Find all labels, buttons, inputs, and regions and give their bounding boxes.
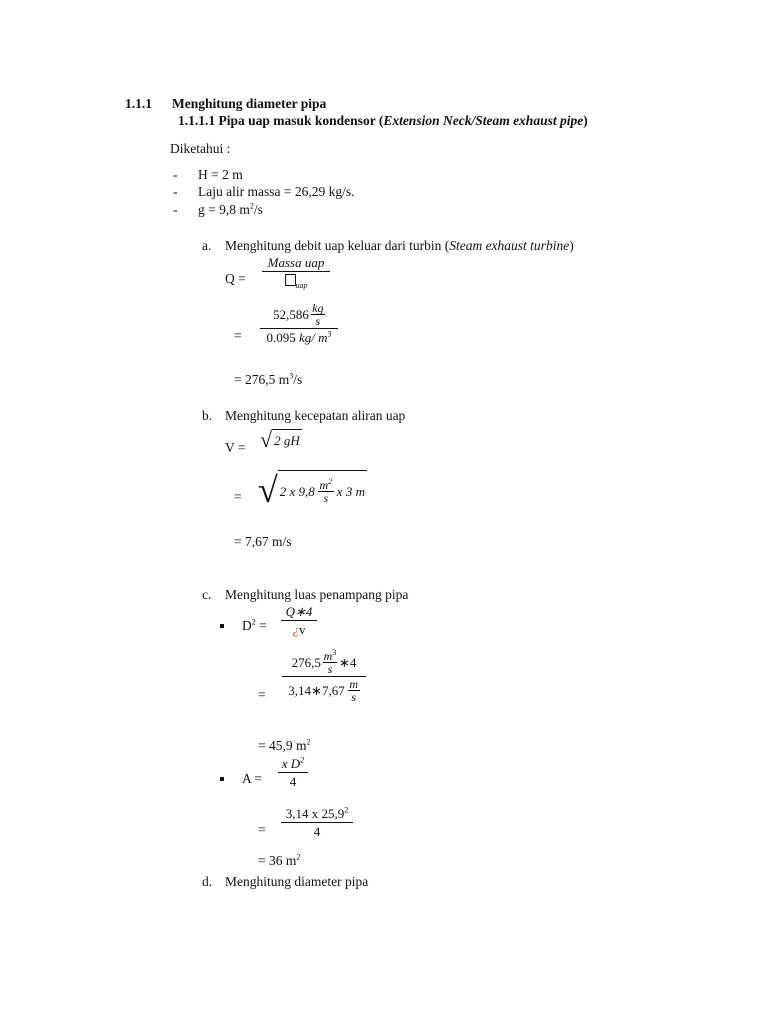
a-f2-den: 4	[313, 824, 321, 839]
v-root2-frac-sup: 2	[328, 477, 333, 486]
q-f2-num-unit	[311, 302, 325, 327]
q-f1-bar	[262, 271, 330, 272]
section-b-title: Menghitung kecepatan aliran uap	[225, 408, 406, 423]
known-dash-2: -	[173, 184, 178, 199]
a-lhs: A =	[242, 771, 262, 786]
q-result-sup: 3	[289, 371, 294, 381]
a-f2-bar	[281, 822, 353, 823]
section-d-marker: d.	[202, 874, 213, 889]
d2-f2-den-unit-s: s	[351, 690, 357, 704]
v-root2-frac-den: s	[323, 491, 329, 505]
a-result-text: = 36 m	[258, 853, 297, 868]
d2-f2-num-unit	[323, 650, 337, 675]
d2-f2-num-a: 276,5	[291, 655, 321, 670]
a-result	[258, 853, 300, 869]
d2-lhs-sup: 2	[251, 617, 256, 627]
subheading-italic: Extension Neck/Steam exhaust pipe	[383, 113, 584, 128]
q-result	[234, 372, 302, 388]
q-result-tail: /s	[293, 372, 303, 387]
d2-result	[258, 738, 311, 754]
a-f1-num-sup: 2	[300, 755, 305, 765]
d2-result-sup: 2	[306, 737, 311, 747]
known-dash-3: -	[173, 202, 178, 217]
q-f2-den	[266, 330, 331, 345]
a-fraction-2	[281, 806, 353, 839]
sqrt-icon: √	[260, 427, 273, 452]
d2-f1-den-b: v	[299, 622, 306, 637]
bullet-a	[220, 777, 224, 781]
a-fraction-1	[278, 756, 308, 789]
d2-f2-num-unit-m: m	[323, 649, 333, 663]
v-root2-a: 2 x 9,8	[279, 483, 315, 499]
d2-result-text: = 45,9 m	[258, 738, 307, 753]
subheading	[178, 113, 588, 129]
known-label: Diketahui :	[170, 141, 231, 156]
d2-f2-num-unit-s: s	[327, 662, 333, 676]
d2-f1-den-a: ¿	[292, 622, 299, 637]
q-fraction-2	[260, 302, 338, 345]
q-f2-num-value: 52,586	[273, 307, 309, 322]
a-f2-num	[286, 806, 349, 821]
d2-f1-bar	[281, 620, 317, 621]
d2-lhs	[242, 618, 267, 634]
subheading-number: 1.1.1.1	[178, 113, 216, 128]
d2-f2-den-a: 3,14∗7,67	[288, 683, 345, 698]
sqrt-icon: √	[258, 470, 278, 510]
section-d-title: Menghitung diameter pipa	[225, 874, 369, 889]
v-root2-b: x 3 m	[336, 483, 365, 499]
d2-lhs-eq: =	[255, 618, 267, 633]
v-result: = 7,67 m/s	[234, 534, 292, 549]
v-root-1	[260, 429, 302, 451]
bullet-d2	[220, 624, 224, 628]
q-f2-unit-kg: kg	[312, 301, 324, 315]
q-fraction-1	[262, 255, 330, 293]
a-f1-den: 4	[289, 774, 297, 789]
v-root-2	[258, 470, 367, 510]
d2-f2-den	[288, 678, 359, 703]
d2-f2-num-unit-sup: 3	[332, 648, 337, 657]
d2-f2-num-b: ∗4	[338, 655, 357, 670]
known-g-sup: 2	[249, 201, 254, 211]
q-f2-den-sup: 3	[327, 329, 332, 339]
known-item-h: H = 2 m	[198, 167, 243, 182]
v-root1-body: 2 gH	[272, 429, 302, 451]
subheading-close: )	[583, 113, 588, 128]
known-item-mass-flow: Laju alir massa = 26,29 kg/s.	[198, 184, 355, 199]
d2-f2-num	[292, 650, 357, 675]
heading-number: 1.1.1	[125, 96, 152, 111]
a-f1-bar	[278, 772, 308, 773]
section-a-close: )	[569, 238, 574, 253]
q-f1-num: Massa uap	[267, 255, 325, 270]
d2-fraction-2	[282, 650, 366, 703]
d2-f1-den	[293, 622, 306, 637]
a-f2-num-text: 3,14 x 25,9	[285, 806, 345, 821]
d2-f2-den-unit	[348, 678, 360, 703]
section-a-title	[225, 238, 574, 254]
q-f1-den-sub: uap	[295, 281, 308, 290]
section-c-title: Menghitung luas penampang pipa	[225, 587, 409, 602]
a-result-sup: 2	[296, 852, 301, 862]
q-f2-den-unit: kg/ m	[298, 330, 328, 345]
section-b-marker: b.	[202, 408, 213, 423]
q-f2-unit-s: s	[315, 314, 321, 328]
q-result-text: = 276,5 m	[234, 372, 290, 387]
d2-f2-den-unit-m: m	[349, 677, 359, 691]
q-eq-2: =	[234, 328, 242, 343]
a-f2-num-sup: 2	[344, 805, 349, 815]
section-c-marker: c.	[202, 587, 212, 602]
heading-title: Menghitung diameter pipa	[172, 96, 327, 111]
d2-f1-num: Q∗4	[285, 604, 313, 619]
q-f1-den	[285, 273, 308, 293]
known-g-tail: /s	[253, 202, 263, 217]
a-f1-num-text: x D	[281, 756, 301, 771]
v-root2-frac-num: m	[319, 478, 329, 492]
a-f1-num	[282, 756, 304, 771]
subheading-text: Pipa uap masuk kondensor (	[218, 113, 384, 128]
section-a-marker: a.	[202, 238, 212, 253]
known-item-g	[198, 202, 263, 218]
d2-fraction-1	[281, 604, 317, 637]
known-dash-1: -	[173, 167, 178, 182]
v-root2-body	[278, 470, 367, 510]
section-a-text: Menghitung debit uap keluar dari turbin (	[225, 238, 450, 253]
q-f2-bar	[260, 328, 338, 329]
v-lhs: V =	[225, 440, 246, 455]
known-g-text: g = 9,8 m	[198, 202, 250, 217]
q-lhs: Q =	[225, 271, 246, 286]
d2-lhs-d: D	[242, 618, 252, 633]
q-f2-den-value: 0.095	[266, 330, 296, 345]
missing-glyph-icon	[285, 274, 296, 286]
v-root2-frac	[318, 479, 334, 504]
v-eq-2: =	[234, 489, 242, 504]
section-a-italic: Steam exhaust turbine	[449, 238, 570, 253]
a-eq-2: =	[258, 822, 266, 837]
d2-eq-2: =	[258, 687, 266, 702]
q-f2-num	[273, 302, 325, 327]
